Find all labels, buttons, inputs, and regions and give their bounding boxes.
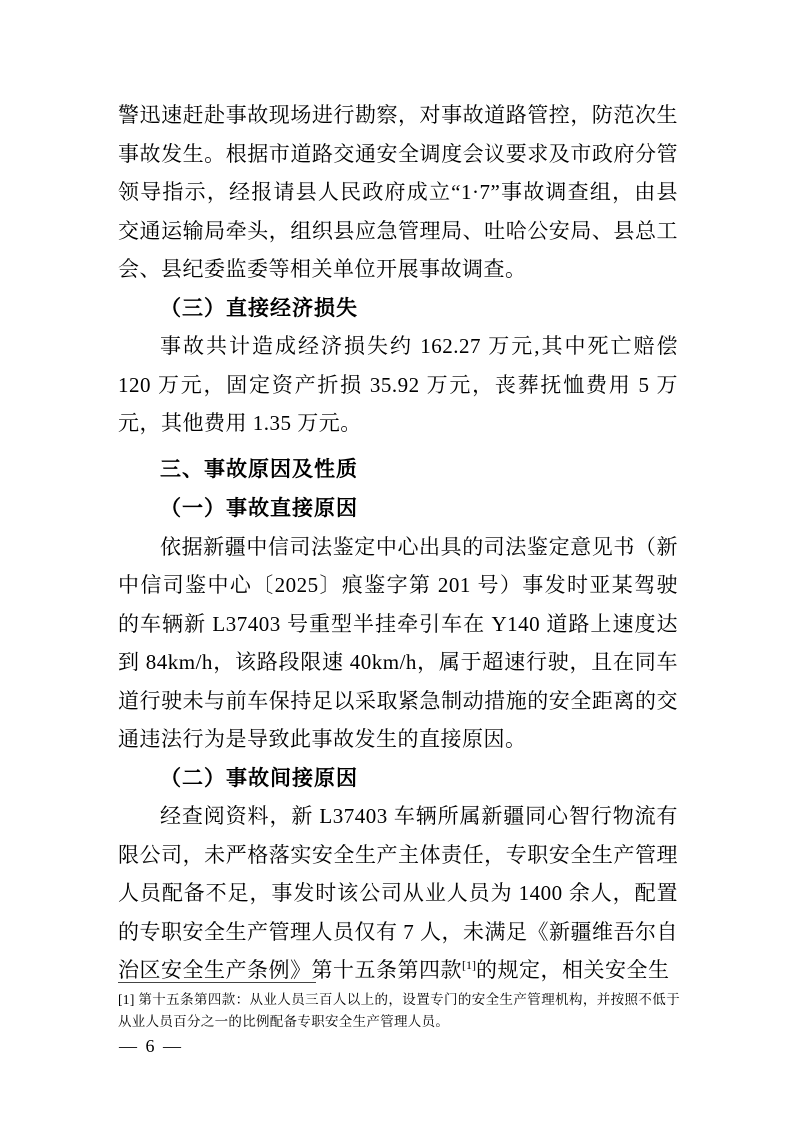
paragraph-emergency-response: 警迅速赶赴事故现场进行勘察，对事故道路管控，防范次生事故发生。根据市道路交通安全调度会议要求及市政府分管领导指示，经报请县人民政府成立“1·7”事故调查组，由县交通运输局牵头，组织县应急管理局、吐哈公安局、县总工会、县纪委监委等相关单位开展事故调查。 [118,103,678,281]
heading-direct-cause: （一）事故直接原因 [160,496,358,520]
paragraph-direct-cause: 依据新疆中信司法鉴定中心出具的司法鉴定意见书（新中信司鉴中心〔2025〕痕鉴字第 201 号）事发时亚某驾驶的车辆新 L37403 号重型半挂牵引车在 Y140 道路上速度达到 84km/h，该路段限速 40km/h，属于超速行驶，且在同车道行驶未与前车保持足以采取紧急制动措施的安全距离的交通违法行为是导致此事故发生的直接原因。 [118,534,678,751]
footnote-section [118,982,680,1033]
footnote-text: [1] 第十五条第四款：从业人员三百人以上的，设置专门的安全生产管理机构，并按照不低于从业人员百分之一的比例配备专职安全生产管理人员。 [118,992,680,1029]
heading-indirect-cause: （二）事故间接原因 [160,765,358,790]
paragraph-economic-loss: 事故共计造成经济损失约 162.27 万元,其中死亡赔偿 120 万元，固定资产折损 35.92 万元，丧葬抚恤费用 5 万元，其他费用 1.35 万元。 [118,334,678,435]
page-number: — 6 — [119,1036,183,1056]
paragraph-indirect-cause [118,797,678,990]
document-body [118,96,678,990]
heading-accident-cause-and-nature: 三、事故原因及性质 [160,457,358,481]
footnote-reference-marker: [1] [462,958,476,972]
paragraph-indirect-cause-continuation: 的规定，相关安全生 [476,958,670,982]
paragraph-indirect-cause-text: 经查阅资料，新 L37403 车辆所属新疆同心智行物流有限公司，未严格落实安全生产主体责任，专职安全生产管理人员配备不足，事发时该公司从业人员为 1400 余人，配置的专职安全生产管理人员仅有 7 人，未满足《新疆维吾尔自治区安全生产条例》第十五条第四款 [118,804,678,982]
footnote-separator-line [118,982,316,983]
heading-direct-economic-loss: （三）直接经济损失 [160,295,358,320]
